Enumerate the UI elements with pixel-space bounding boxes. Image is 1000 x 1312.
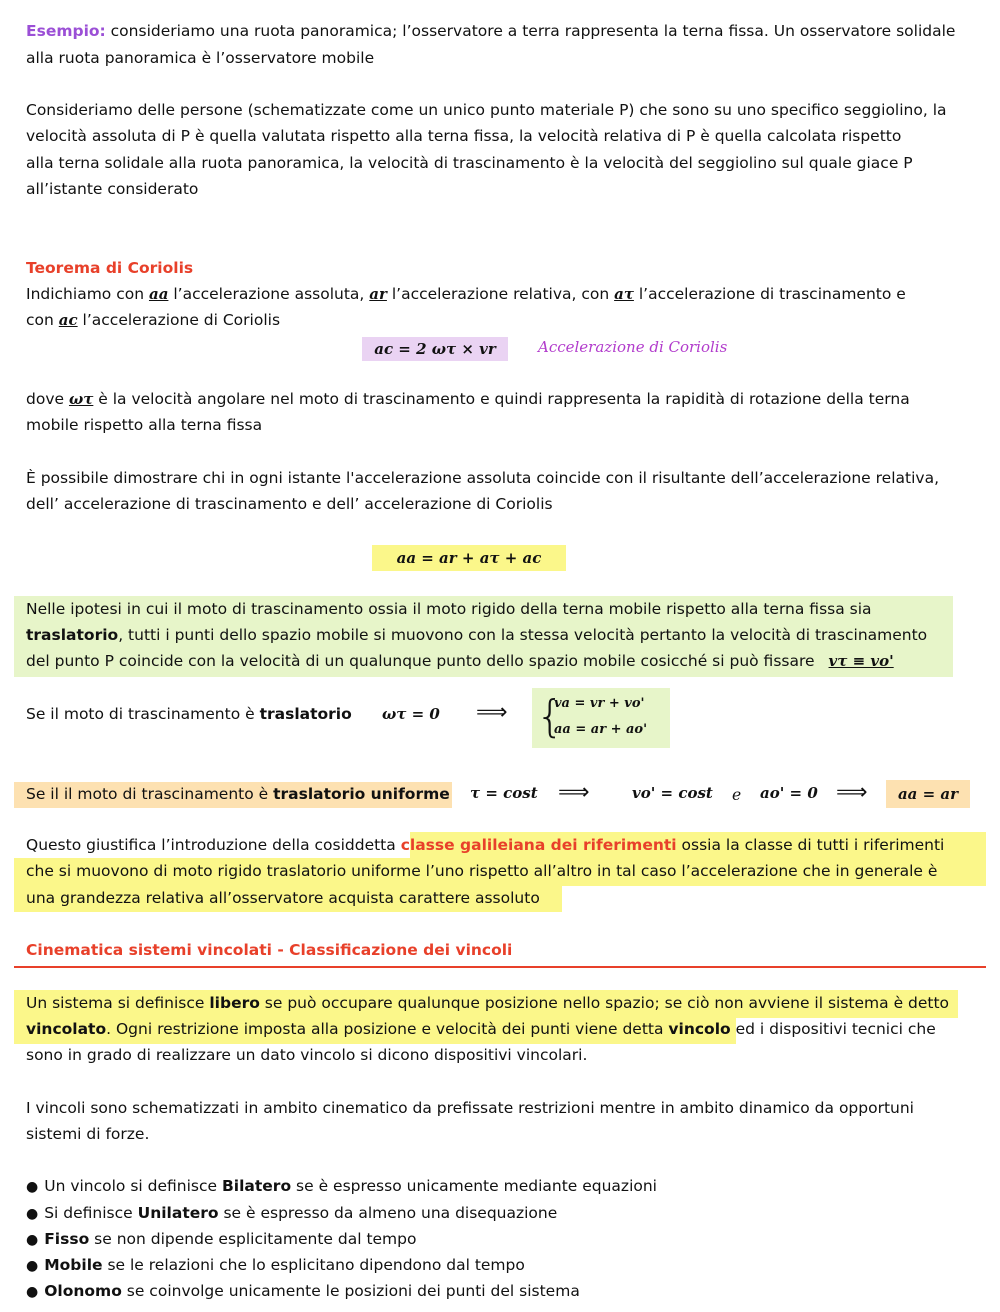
- bullet-icon: ●: [26, 1232, 39, 1248]
- bold-word: Olonomo: [44, 1282, 122, 1300]
- bold-word: vincolato: [26, 1020, 107, 1038]
- text: Si definisce: [44, 1204, 138, 1222]
- example-line-2: alla ruota panoramica è l’osservatore mobile: [26, 49, 375, 67]
- implies-arrow: ⟹: [836, 780, 868, 805]
- traslatorio-line-2: [26, 625, 927, 645]
- symbol-aa: aa: [148, 285, 169, 303]
- coriolis-formula: ac = 2 ωτ × vr: [362, 337, 508, 361]
- text: Indichiamo con: [26, 285, 149, 303]
- list-item: [26, 1281, 580, 1302]
- text: è la velocità angolare nel moto di trascinamento e quindi rappresenta la rapidità di rotazione della terna: [93, 390, 910, 408]
- vincoli-line-2: [26, 1019, 936, 1039]
- symbol-omega: ωτ: [68, 390, 94, 408]
- symbol-ar: ar: [369, 285, 387, 303]
- bold-word: libero: [209, 994, 260, 1012]
- text: con: [26, 311, 59, 329]
- and-word: e: [732, 786, 742, 804]
- text: se non dipende esplicitamente dal tempo: [89, 1230, 417, 1248]
- traslatorio-line-1: Nelle ipotesi in cui il moto di trascinamento ossia il moto rigido della terna mobile rispetto alla terna fissa sia: [26, 600, 872, 618]
- galileo-line-2: che si muovono di moto rigido traslatorio uniforme l’uno rispetto all’altro in tal caso l’accelerazione che in generale è: [26, 862, 938, 880]
- paragraph-line: Consideriamo delle persone (schematizzate come un unico punto materiale P) che sono su uno specifico seggiolino, la: [26, 101, 947, 119]
- bold-word: traslatorio: [259, 705, 352, 723]
- implies-arrow: ⟹: [476, 700, 508, 725]
- vincoli-p2-line-1: I vincoli sono schematizzati in ambito cinematico da prefissate restrizioni mentre in ambito dinamico da opportuni: [26, 1099, 914, 1117]
- paragraph-line: alla terna solidale alla ruota panoramica, la velocità di trascinamento è la velocità del seggiolino sul quale giace P: [26, 154, 913, 172]
- vo-const: vo' = cost: [632, 784, 713, 802]
- text: l’accelerazione relativa, con: [386, 285, 615, 303]
- text: Un vincolo si definisce: [44, 1177, 222, 1195]
- text: . Ogni restrizione imposta alla posizione e velocità dei punti viene detta: [106, 1020, 669, 1038]
- bold-word: traslatorio uniforme: [273, 785, 450, 803]
- text: se è espresso da almeno una disequazione: [218, 1204, 558, 1222]
- section-divider: [14, 966, 986, 968]
- list-item: [26, 1255, 525, 1276]
- theorem-line-2: dell’ accelerazione di trascinamento e dell’ accelerazione di Coriolis: [26, 495, 553, 513]
- brace: {: [536, 691, 564, 742]
- section-title-coriolis: Teorema di Coriolis: [26, 259, 194, 277]
- text: se le relazioni che lo esplicitano dipendono dal tempo: [102, 1256, 525, 1274]
- text: Se il il moto di trascinamento è: [26, 785, 274, 803]
- example-label: Esempio:: [26, 22, 106, 40]
- galileo-line-3: una grandezza relativa all’osservatore acquista carattere assoluto: [26, 889, 540, 907]
- symbol-ac: ac: [58, 311, 78, 329]
- galileo-line-1: [26, 835, 944, 855]
- implies-arrow: ⟹: [558, 780, 590, 805]
- system-eq-2: aa = ar + ao': [554, 722, 648, 737]
- text: se è espresso unicamente mediante equazioni: [291, 1177, 657, 1195]
- text: ed i dispositivi tecnici che: [730, 1020, 936, 1038]
- text: ossia la classe di tutti i riferimenti: [676, 836, 945, 854]
- coriolis-line-1: [26, 284, 906, 304]
- text: Questo giustifica l’introduzione della cosiddetta: [26, 836, 401, 854]
- result-formula: aa = ar: [886, 780, 970, 808]
- theorem-line-1: È possibile dimostrare chi in ogni istante l'accelerazione assoluta coincide con il risultante dell’accelerazione relativa,: [26, 469, 939, 487]
- example-line-1: [26, 21, 955, 41]
- text: se può occupare qualunque posizione nello spazio; se ciò non avviene il sistema è detto: [259, 994, 950, 1012]
- bold-word: Fisso: [44, 1230, 90, 1248]
- paragraph-line: velocità assoluta di P è quella valutata rispetto alla terna fissa, la velocità relativa di P è quella calcolata rispetto: [26, 127, 902, 145]
- tau-const: τ = cost: [470, 784, 538, 802]
- dove-line-1: [26, 389, 910, 409]
- bold-word: traslatorio: [26, 626, 119, 644]
- text: Se il moto di trascinamento è: [26, 705, 260, 723]
- bullet-icon: ●: [26, 1179, 39, 1195]
- vincoli-line-3: sono in grado di realizzare un dato vincolo si dicono dispositivi vincolari.: [26, 1046, 588, 1064]
- list-item: [26, 1176, 657, 1197]
- system-eq-1: va = vr + vo': [554, 696, 645, 711]
- text: l’accelerazione assoluta,: [168, 285, 370, 303]
- bold-word: vincolo: [668, 1020, 731, 1038]
- text: l’accelerazione di trascinamento e: [633, 285, 906, 303]
- coriolis-formula-note: Accelerazione di Coriolis: [538, 338, 728, 356]
- list-item: [26, 1203, 557, 1224]
- symbol-at: aτ: [614, 285, 634, 303]
- bullet-icon: ●: [26, 1284, 39, 1300]
- bullet-icon: ●: [26, 1258, 39, 1274]
- section-title-vincoli: Cinematica sistemi vincolati - Classificazione dei vincoli: [26, 941, 513, 959]
- ao-zero: ao' = 0: [760, 784, 818, 802]
- text: Un sistema si definisce: [26, 994, 210, 1012]
- text: del punto P coincide con la velocità di un qualunque punto dello spazio mobile cosicché si può fissare: [26, 652, 815, 670]
- paragraph-line: all’istante considerato: [26, 180, 199, 198]
- uniform-line: [26, 784, 450, 804]
- text: dove: [26, 390, 69, 408]
- text: , tutti i punti dello spazio mobile si muovono con la stessa velocità pertanto la velocità di trascinamento: [118, 626, 928, 644]
- dove-line-2: mobile rispetto alla terna fissa: [26, 416, 263, 434]
- galileo-term: classe galileiana dei riferimenti: [400, 836, 677, 854]
- sum-formula: aa = ar + aτ + ac: [372, 545, 566, 571]
- bold-word: Bilatero: [221, 1177, 292, 1195]
- text: l’accelerazione di Coriolis: [77, 311, 281, 329]
- omega-zero: ωτ = 0: [382, 705, 440, 723]
- coriolis-line-2: [26, 310, 280, 330]
- bold-word: Mobile: [44, 1256, 103, 1274]
- case-line: [26, 704, 352, 724]
- equiv-formula: vτ ≡ vo': [828, 652, 894, 670]
- system-box: [532, 688, 670, 748]
- vincoli-line-1: [26, 993, 949, 1013]
- example-text: consideriamo una ruota panoramica; l’osservatore a terra rappresenta la terna fissa. Un osservatore solidale: [105, 22, 956, 40]
- text: se coinvolge unicamente le posizioni dei punti del sistema: [121, 1282, 580, 1300]
- list-item: [26, 1229, 416, 1250]
- bold-word: Unilatero: [137, 1204, 219, 1222]
- bullet-icon: ●: [26, 1206, 39, 1222]
- traslatorio-line-3: [26, 651, 894, 671]
- vincoli-p2-line-2: sistemi di forze.: [26, 1125, 150, 1143]
